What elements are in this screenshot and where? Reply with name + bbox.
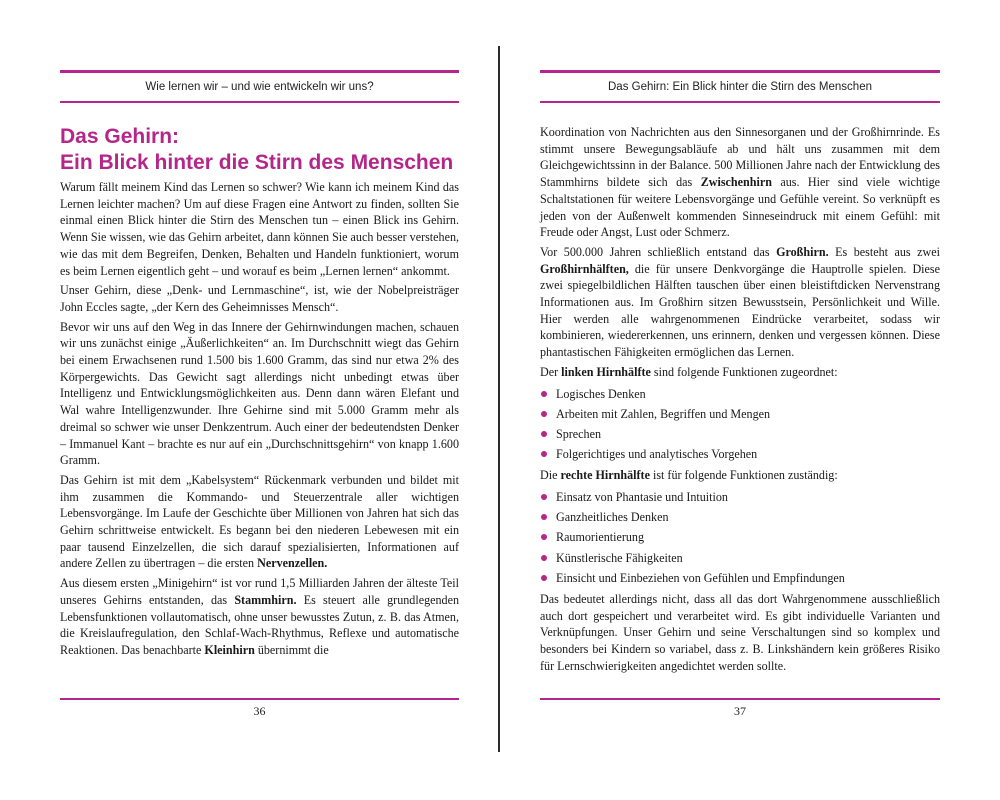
term-grosshirn: Großhirn. [776, 244, 829, 259]
list-item: Einsatz von Phantasie und Intuition [540, 487, 940, 507]
term-kleinhirn: Kleinhirn [204, 642, 255, 657]
list-item: Raumorientierung [540, 527, 940, 547]
header-rule-top [60, 70, 459, 73]
paragraph: Warum fällt meinem Kind das Lernen so schwer? Wie kann ich meinem Kind das Lernen leichter machen? Um auf diese Fragen eine Antwort zu finden, sollten Sie einmal einen Blick hinter die Stirn des Menschen tun – einen Blick ins Gehirn. Wenn Sie wissen, wie das Gehirn arbeitet, dann können Sie auch besser verstehen, wie das mit dem Begreifen, Denken, Behalten und Handeln funktioniert, worum es beim Lernen eigentlich geht – und worauf es beim „Lernen lernen“ ankommt. [60, 180, 460, 278]
right-page [500, 46, 1000, 752]
bullet-icon [541, 494, 547, 500]
term-grosshirnhaelften: Großhirnhälften, [540, 261, 629, 276]
bullet-icon [541, 555, 547, 561]
list-item: Künstlerische Fähigkeiten [540, 548, 940, 568]
left-page [0, 46, 498, 752]
bullet-icon [541, 514, 547, 520]
header-rule-top [540, 70, 940, 73]
chapter-title-line1: Das Gehirn: [60, 125, 180, 148]
list-intro-left-hemisphere: Der linken Hirnhälfte sind folgende Funktionen zugeordnet: [540, 364, 838, 379]
right-page-body [540, 124, 940, 678]
list-item: Ganzheitliches Denken [540, 507, 940, 527]
paragraph: Vor 500.000 Jahren schließlich entstand das Großhirn. Es besteht aus zwei Großhirnhälften, die für unsere Denkvorgänge die Hauptrolle spielen. Diese zwei spiegelbildlichen Hälften tauschen über einen bleistiftdicken Nervenstrang Informationen aus. Im Großhirn sitzen Bewusstsein, Persönlichkeit und Wille. Hier werden alle wahrgenommenen Eindrücke verarbeitet, sodass wir kombinieren, wiedererkennen, uns erinnern, denken und vergessen können. Diese phantastischen Fähigkeiten ermöglichen das Lernen. [540, 244, 940, 360]
term-nervenzellen: Nervenzellen. [257, 556, 328, 571]
list-item: Folgerichtiges und analytisches Vorgehen [540, 444, 940, 464]
list-item: Einsicht und Einbeziehen von Gefühlen und Empfindungen [540, 568, 940, 588]
running-header: Das Gehirn: Ein Blick hinter die Stirn des Menschen [608, 81, 872, 93]
bullet-icon [541, 451, 547, 457]
running-header: Wie lernen wir – und wie entwickeln wir uns? [145, 81, 374, 93]
left-hemisphere-list [540, 384, 940, 465]
list-item: Logisches Denken [540, 384, 940, 404]
chapter-title-line2: Ein Blick hinter die Stirn des Menschen [60, 151, 454, 174]
list-item: Sprechen [540, 424, 940, 444]
bullet-icon [541, 534, 547, 540]
paragraph: Unser Gehirn, diese „Denk- und Lernmaschine“, ist, wie der Nobelpreisträger John Eccles sagte, „der Kern des Geheimnisses Mensch“. [60, 283, 459, 314]
bullet-icon [541, 411, 547, 417]
paragraph: Bevor wir uns auf den Weg in das Innere der Gehirnwindungen machen, schauen wir uns zunächst einige „Äußerlichkeiten“ an. Im Durchschnitt wiegt das Gehirn bei einem Erwachsenen rund 1.500 bis 1.600 Gramm, das sind nur etwa 2% des Körpergewichts. Das Gewicht sagt allerdings nicht unbedingt etwas über Intelligenz und Entwicklungsmöglichkeiten aus. Denn dann wären Elefant und Wal wahre Intelligenzwunder. Ihre Gehirne sind mit 5.000 Gramm mehr als dreimal so schwer wie unser Denkzentrum. Auch einer der bedeutendsten Denker – Immanuel Kant – brachte es nur auf ein „Durchschnittsgehirn“ von knapp 1.600 Gramm. [60, 319, 459, 468]
list-item: Arbeiten mit Zahlen, Begriffen und Mengen [540, 404, 940, 424]
bullet-icon [541, 575, 547, 581]
term-zwischenhirn: Zwischenhirn [700, 175, 772, 190]
header-rule-bottom [540, 101, 940, 103]
bullet-icon [541, 391, 547, 397]
paragraph: Das bedeutet allerdings nicht, dass all das dort Wahrgenommene ausschließlich auch dort gespeichert und verarbeitet wird. Es gibt individuelle Varianten und Verknüpfungen. Unser Gehirn und seine Verschaltungen sind so komplex und besonders bei Kindern so variabel, dass z. B. Linkshändern kein größeres Risiko für Lernschwierigkeiten angedichtet werden sollte. [540, 592, 940, 673]
left-page-body [60, 124, 459, 662]
right-hemisphere-list [540, 487, 940, 588]
term-stammhirn: Stammhirn. [234, 592, 297, 607]
chapter-title [60, 124, 459, 176]
footer-rule [540, 698, 940, 700]
header-rule-bottom [60, 101, 459, 103]
bullet-icon [541, 431, 547, 437]
list-intro-right-hemisphere: Die rechte Hirnhälfte ist für folgende Funktionen zuständig: [540, 468, 838, 483]
footer-rule [60, 698, 459, 700]
page-number: 36 [253, 704, 266, 718]
paragraph: Das Gehirn ist mit dem „Kabelsystem“ Rückenmark verbunden und bildet mit ihm zusammen die Kommando- und Steuerzentrale aller wichtigen Lebensvorgänge. Im Laufe der Geschichte über Millionen von Jahren hat sich das Gehirn schrittweise entwickelt. Es begann bei den niederen Lebewesen mit ein paar tausend Einzelzellen, die sich darauf spezialisierten, Informationen auf andere Zellen zu übertragen – die ersten Nervenzellen. [60, 472, 459, 571]
paragraph: Aus diesem ersten „Minigehirn“ ist vor rund 1,5 Milliarden Jahren der älteste Teil unseres Gehirns entstanden, das Stammhirn. Es steuert alle grundlegenden Lebensfunktionen vollautomatisch, ohne unser bewusstes Zutun, z. B. das Atmen, die Kreislaufregulation, den Schlaf-Wach-Rhythmus, Reflexe und automatische Reaktionen. Das benachbarte Kleinhirn übernimmt die [60, 576, 460, 657]
paragraph: Koordination von Nachrichten aus den Sinnesorganen und der Großhirnrinde. Es stimmt unsere Bewegungsabläufe ab und hält uns zusammen mit dem Gleichgewichtssinn in der Balance. 500 Millionen Jahre nach der Entwicklung des Stammhirns bildete sich das Zwischenhirn aus. Hier sind viele wichtige Schaltstationen für weitere Lebensvorgänge und Gefühle vereint. So verknüpft es jeden von der Außenwelt kommenden Sinneseindruck mit einem Gefühl: mit Freude oder Angst, Lust oder Schmerz. [540, 125, 941, 240]
page-number: 37 [734, 704, 746, 718]
